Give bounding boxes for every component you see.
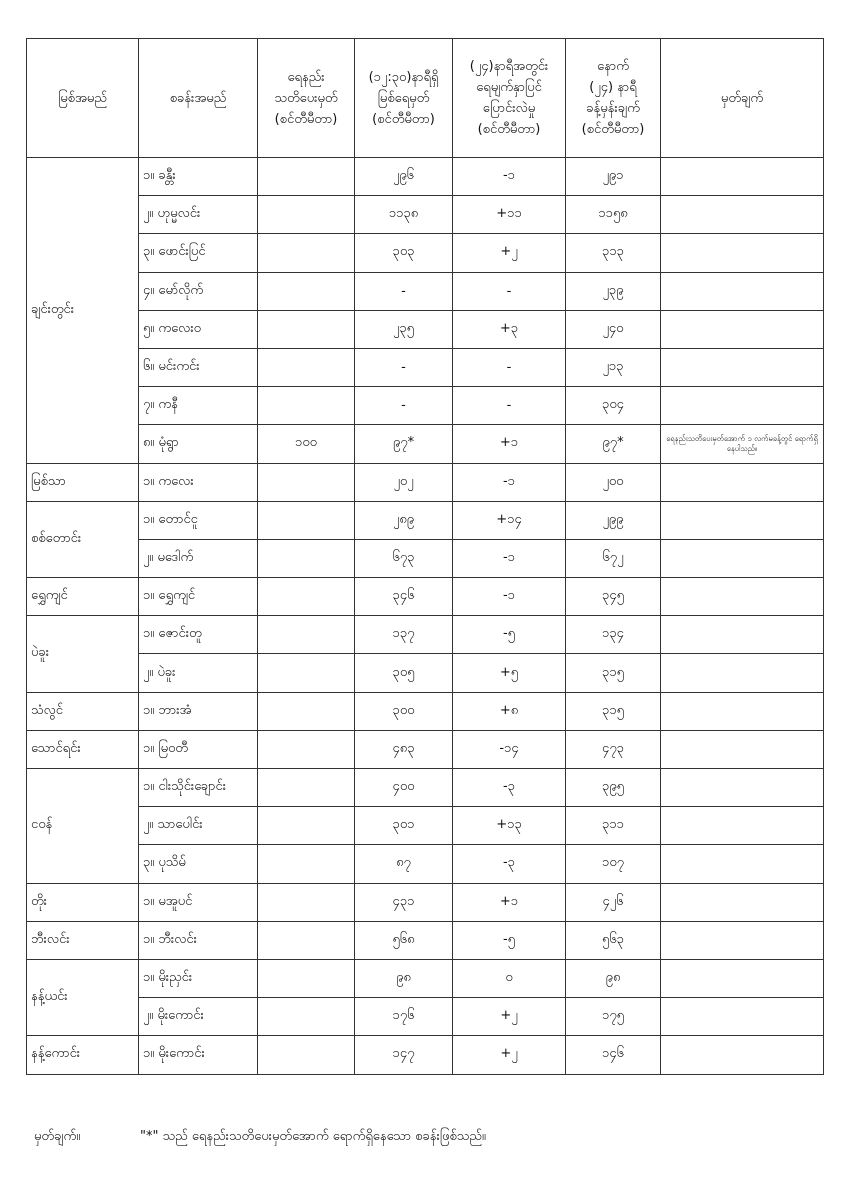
table-row <box>27 463 824 501</box>
station-cell: ၁။ မိုးညှင်း <box>139 959 258 997</box>
remark-cell <box>661 883 824 921</box>
river-name-cell: ပဲခူး <box>27 616 139 692</box>
danger-level-cell <box>258 616 355 654</box>
table-row <box>27 616 824 654</box>
change-cell: +၂ <box>453 1036 566 1074</box>
forecast-cell: ၃၁၅ <box>566 692 661 730</box>
change-cell: +၂ <box>453 234 566 272</box>
danger-level-cell: ၁၀၀ <box>258 425 355 463</box>
remark-cell <box>661 692 824 730</box>
current-level-cell: ၉၈ <box>355 959 453 997</box>
current-level-cell: ၁၇၆ <box>355 998 453 1036</box>
station-cell: ၁။ မအူပင် <box>139 883 258 921</box>
table-row <box>27 272 824 310</box>
footnote <box>34 1128 814 1147</box>
header-danger-level: ရေနည်း သတိပေးမှတ် (စင်တီမီတာ) <box>258 39 355 158</box>
danger-level-cell <box>258 501 355 539</box>
station-cell: ၁။ ကလေး <box>139 463 258 501</box>
remark-cell: ရေနည်းသတိပေးမှတ်အောက် ၁ လက်မခန့်တွင် ရောက်ရှိနေပါသည်။ <box>661 425 824 463</box>
forecast-cell: ၄၂၆ <box>566 883 661 921</box>
remark-cell <box>661 463 824 501</box>
station-cell: ၈။ မုံရွာ <box>139 425 258 463</box>
remark-cell <box>661 1036 824 1074</box>
change-cell: -၁ <box>453 539 566 577</box>
table-row <box>27 387 824 425</box>
danger-level-cell <box>258 845 355 883</box>
station-cell: ၃။ ဖောင်းပြင် <box>139 234 258 272</box>
station-cell: ၃။ ပုသိမ် <box>139 845 258 883</box>
change-cell: -၁၄ <box>453 730 566 768</box>
change-cell: ၀ <box>453 959 566 997</box>
station-cell: ၁။ ခန္တီး <box>139 158 258 196</box>
station-cell: ၂။ မဒေါက် <box>139 539 258 577</box>
current-level-cell: ၄၀၀ <box>355 769 453 807</box>
river-name-cell: ဘီးလင်း <box>27 921 139 959</box>
change-cell: -၁ <box>453 463 566 501</box>
station-cell: ၅။ ကလေးဝ <box>139 310 258 348</box>
current-level-cell: - <box>355 387 453 425</box>
table-row <box>27 959 824 997</box>
danger-level-cell <box>258 196 355 234</box>
forecast-cell: ၂၃၉ <box>566 272 661 310</box>
station-cell: ၂။ ဟုမ္မလင်း <box>139 196 258 234</box>
current-level-cell: ၁၄၇ <box>355 1036 453 1074</box>
table-row <box>27 807 824 845</box>
change-cell: -၃ <box>453 845 566 883</box>
danger-level-cell <box>258 158 355 196</box>
table-row <box>27 310 824 348</box>
river-name-cell: နန့်ကောင်း <box>27 1036 139 1074</box>
river-name-cell: တိုး <box>27 883 139 921</box>
forecast-cell: ၁၃၄ <box>566 616 661 654</box>
current-level-cell: ၆၇၃ <box>355 539 453 577</box>
current-level-cell: ၃၄၆ <box>355 578 453 616</box>
river-name-cell: ရွှေကျင် <box>27 578 139 616</box>
danger-level-cell <box>258 883 355 921</box>
station-cell: ၁။ ဘားအံ <box>139 692 258 730</box>
current-level-cell: - <box>355 272 453 310</box>
table-row <box>27 425 824 463</box>
table-row <box>27 501 824 539</box>
table-row <box>27 998 824 1036</box>
remark-cell <box>661 921 824 959</box>
forecast-cell: ၃၉၅ <box>566 769 661 807</box>
table-row <box>27 692 824 730</box>
current-level-cell: ၈၇ <box>355 845 453 883</box>
forecast-cell: ၂၄၀ <box>566 310 661 348</box>
current-level-cell: ၄၈၃ <box>355 730 453 768</box>
remark-cell <box>661 501 824 539</box>
station-cell: ၁။ ဇောင်းတူ <box>139 616 258 654</box>
danger-level-cell <box>258 730 355 768</box>
current-level-cell: ၃၀၀ <box>355 692 453 730</box>
current-level-cell: ၁၃၇ <box>355 616 453 654</box>
river-water-level-table <box>26 38 824 1075</box>
table-row <box>27 234 824 272</box>
station-cell: ၆။ မင်းကင်း <box>139 348 258 386</box>
remark-cell <box>661 959 824 997</box>
footnote-text: "*" သည် ရေနည်းသတိပေးမှတ်အောက် ရောက်ရှိနေသော စခန်းဖြစ်သည်။ <box>140 1129 486 1144</box>
remark-cell <box>661 539 824 577</box>
forecast-cell: ၁၁၅၈ <box>566 196 661 234</box>
forecast-cell: ၂၉၉ <box>566 501 661 539</box>
table-row <box>27 845 824 883</box>
current-level-cell: ၃၀၃ <box>355 234 453 272</box>
change-cell: +၈ <box>453 692 566 730</box>
change-cell: +၁၃ <box>453 807 566 845</box>
remark-cell <box>661 196 824 234</box>
table-row <box>27 769 824 807</box>
river-name-cell: စစ်တောင်း <box>27 501 139 577</box>
river-name-cell: သံလွင် <box>27 692 139 730</box>
river-name-cell: နန့်ယင်း <box>27 959 139 1035</box>
header-station: စခန်းအမည် <box>139 39 258 158</box>
forecast-cell: ၂၀၀ <box>566 463 661 501</box>
danger-level-cell <box>258 959 355 997</box>
table-body <box>27 158 824 1075</box>
footnote-label: မှတ်ချက်။ <box>34 1129 81 1144</box>
remark-cell <box>661 730 824 768</box>
forecast-cell: ၅၆၃ <box>566 921 661 959</box>
forecast-cell: ၃၁၅ <box>566 654 661 692</box>
forecast-cell: ၉၇* <box>566 425 661 463</box>
station-cell: ၁။ ရွှေကျင် <box>139 578 258 616</box>
remark-cell <box>661 272 824 310</box>
change-cell: +၁၁ <box>453 196 566 234</box>
table-row <box>27 158 824 196</box>
river-name-cell: ငဝန် <box>27 769 139 884</box>
change-cell: -၁ <box>453 158 566 196</box>
change-cell: +၃ <box>453 310 566 348</box>
forecast-cell: ၁၇၅ <box>566 998 661 1036</box>
table-row <box>27 654 824 692</box>
remark-cell <box>661 845 824 883</box>
danger-level-cell <box>258 539 355 577</box>
change-cell: - <box>453 387 566 425</box>
station-cell: ၁။ မိုးကောင်း <box>139 1036 258 1074</box>
change-cell: +၅ <box>453 654 566 692</box>
danger-level-cell <box>258 387 355 425</box>
remark-cell <box>661 578 824 616</box>
header-24h-change: (၂၄)နာရီအတွင်း ရေမျက်နှာပြင် ပြောင်းလဲမှု (စင်တီမီတာ) <box>453 39 566 158</box>
forecast-cell: ၃၁၁ <box>566 807 661 845</box>
current-level-cell: ၃၀၁ <box>355 807 453 845</box>
header-river: မြစ်အမည် <box>27 39 139 158</box>
change-cell: +၂ <box>453 998 566 1036</box>
danger-level-cell <box>258 1036 355 1074</box>
remark-cell <box>661 807 824 845</box>
current-level-cell: ၂၉၆ <box>355 158 453 196</box>
change-cell: - <box>453 348 566 386</box>
danger-level-cell <box>258 234 355 272</box>
remark-cell <box>661 616 824 654</box>
header-current-level: (၁၂:၃၀)နာရီရှိ မြစ်ရေမှတ် (စင်တီမီတာ) <box>355 39 453 158</box>
station-cell: ၁။ မြဝတီ <box>139 730 258 768</box>
forecast-cell: ၉၈ <box>566 959 661 997</box>
forecast-cell: ၃၀၄ <box>566 387 661 425</box>
change-cell: -၅ <box>453 616 566 654</box>
table-row <box>27 196 824 234</box>
current-level-cell: ၁၁၃၈ <box>355 196 453 234</box>
forecast-cell: ၂၁၃ <box>566 348 661 386</box>
header-remark: မှတ်ချက် <box>661 39 824 158</box>
change-cell: -၃ <box>453 769 566 807</box>
station-cell: ၂။ မိုးကောင်း <box>139 998 258 1036</box>
remark-cell <box>661 769 824 807</box>
danger-level-cell <box>258 272 355 310</box>
forecast-cell: ၁၄၆ <box>566 1036 661 1074</box>
water-level-document <box>26 38 823 1075</box>
remark-cell <box>661 234 824 272</box>
station-cell: ၂။ သာပေါင်း <box>139 807 258 845</box>
danger-level-cell <box>258 348 355 386</box>
remark-cell <box>661 998 824 1036</box>
danger-level-cell <box>258 463 355 501</box>
change-cell: +၁၄ <box>453 501 566 539</box>
forecast-cell: ၆၇၂ <box>566 539 661 577</box>
table-row <box>27 921 824 959</box>
river-name-cell: ချင်းတွင်း <box>27 158 139 464</box>
danger-level-cell <box>258 578 355 616</box>
current-level-cell: ၂၈၉ <box>355 501 453 539</box>
current-level-cell: ၅၆၈ <box>355 921 453 959</box>
danger-level-cell <box>258 769 355 807</box>
current-level-cell: ၄၃၁ <box>355 883 453 921</box>
station-cell: ၇။ ကနီ <box>139 387 258 425</box>
forecast-cell: ၃၄၅ <box>566 578 661 616</box>
station-cell: ၂။ ပဲခူး <box>139 654 258 692</box>
current-level-cell: ၉၇* <box>355 425 453 463</box>
table-row <box>27 348 824 386</box>
table-row <box>27 730 824 768</box>
danger-level-cell <box>258 921 355 959</box>
station-cell: ၁။ ဘီးလင်း <box>139 921 258 959</box>
change-cell: +၁ <box>453 883 566 921</box>
change-cell: -၅ <box>453 921 566 959</box>
forecast-cell: ၃၁၃ <box>566 234 661 272</box>
remark-cell <box>661 387 824 425</box>
remark-cell <box>661 158 824 196</box>
table-header-row <box>27 39 824 158</box>
river-name-cell: သောင်ရင်း <box>27 730 139 768</box>
remark-cell <box>661 348 824 386</box>
danger-level-cell <box>258 654 355 692</box>
change-cell: -၁ <box>453 578 566 616</box>
current-level-cell: - <box>355 348 453 386</box>
table-row <box>27 578 824 616</box>
danger-level-cell <box>258 998 355 1036</box>
current-level-cell: ၂၀၂ <box>355 463 453 501</box>
current-level-cell: ၂၃၅ <box>355 310 453 348</box>
danger-level-cell <box>258 692 355 730</box>
table-row <box>27 883 824 921</box>
change-cell: - <box>453 272 566 310</box>
danger-level-cell <box>258 807 355 845</box>
station-cell: ၁။ ငါးသိုင်းချောင်း <box>139 769 258 807</box>
current-level-cell: ၃၀၅ <box>355 654 453 692</box>
danger-level-cell <box>258 310 355 348</box>
change-cell: +၁ <box>453 425 566 463</box>
forecast-cell: ၄၇၃ <box>566 730 661 768</box>
table-row <box>27 539 824 577</box>
forecast-cell: ၁၀၇ <box>566 845 661 883</box>
remark-cell <box>661 310 824 348</box>
station-cell: ၄။ မော်လိုက် <box>139 272 258 310</box>
table-row <box>27 1036 824 1074</box>
station-cell: ၁။ တောင်ငူ <box>139 501 258 539</box>
forecast-cell: ၂၉၁ <box>566 158 661 196</box>
remark-cell <box>661 654 824 692</box>
header-forecast: နောက် (၂၄) နာရီ ခန့်မှန်းချက် (စင်တီမီတာ) <box>566 39 661 158</box>
river-name-cell: မြစ်သာ <box>27 463 139 501</box>
